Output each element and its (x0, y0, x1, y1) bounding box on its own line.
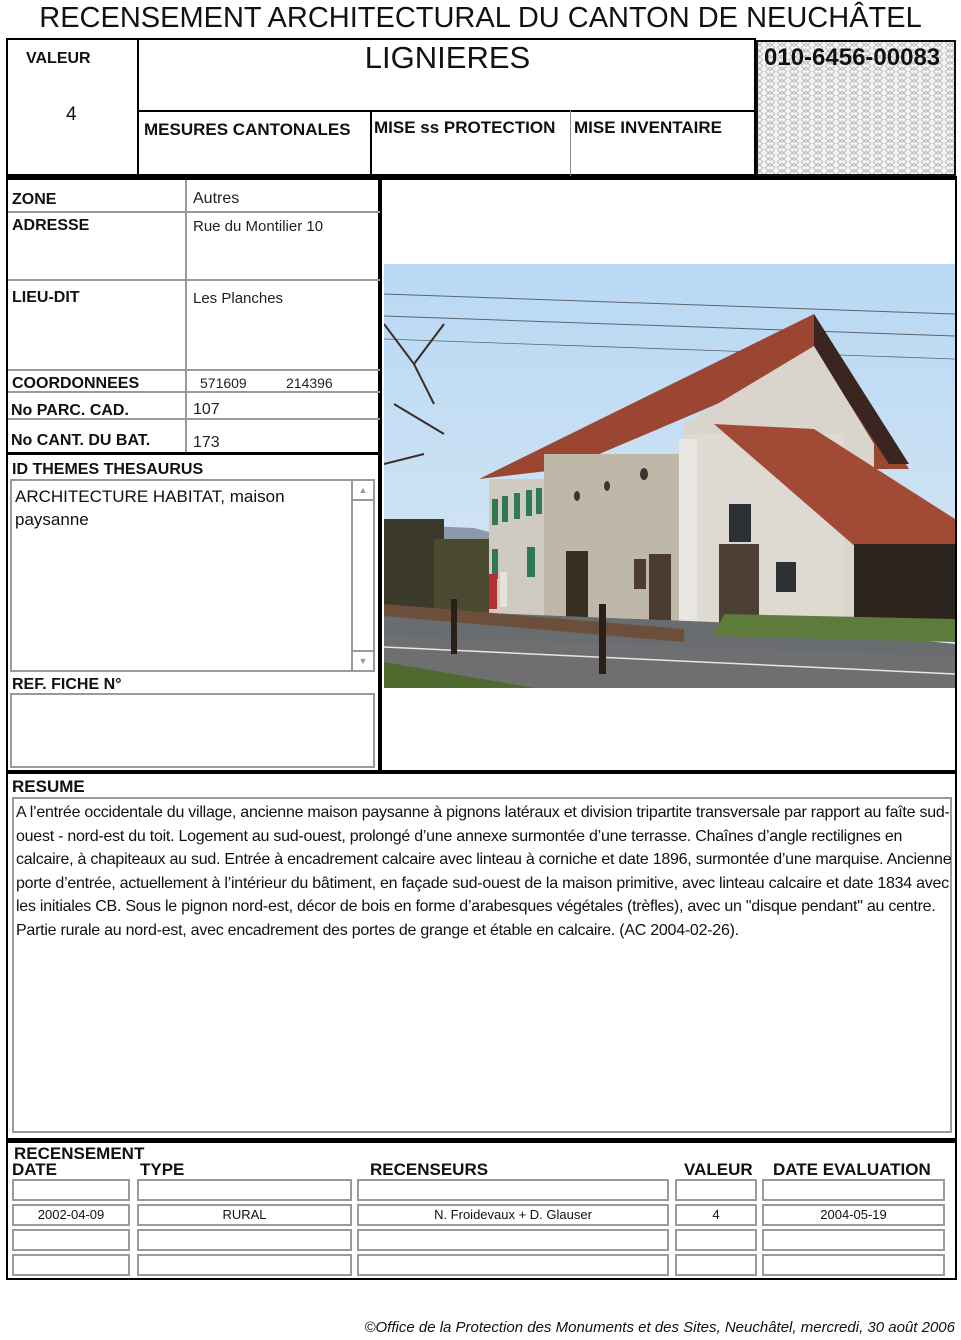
table-cell[interactable] (762, 1229, 945, 1251)
adresse-label: ADRESSE (12, 217, 90, 234)
parc-value[interactable]: 107 (193, 401, 220, 418)
table-cell[interactable] (762, 1179, 945, 1201)
record-code-box (756, 40, 956, 176)
ref-fiche-label: REF. FICHE N° (12, 676, 122, 693)
scroll-down-icon[interactable]: ▼ (353, 650, 373, 670)
cant-value[interactable]: 173 (193, 434, 220, 451)
row-divider (8, 211, 380, 213)
recensement-label: RECENSEMENT (14, 1144, 145, 1163)
lieudit-label: LIEU-DIT (12, 289, 80, 306)
resume-text: A l’entrée occidentale du village, ancienne maison paysanne à pignons latéraux et division tripartite transversale par rapport au faîte sud-ouest - nord-est du toit. Logement au sud-ouest, prolongé d’une annexe surmontée d’une terrasse. Chaînes d’angle rectilignes en calcaire, à chapiteaux au sud. Entrée à encadrement calcaire avec linteau à corniche et date 1896, surmontée d’une marquise. Ancienne porte d’entrée, actuellement à l’intérieur du bâtiment, en façade sud-ouest de la maison primitive, avec linteau calcaire et date 1834 avec les initiales CB. Sous le pignon nord-est, décor de bois en forme d’arabesques végétales (trèfles), avec un "disque pendant" au centre. Partie rurale au nord-est, avec encadrement des portes de grange et étable en calcaire. (AC 2004-02-26). (16, 804, 952, 939)
table-cell-valeur[interactable]: 4 (675, 1204, 757, 1226)
col-header-type: TYPE (140, 1160, 185, 1179)
zone-label: ZONE (12, 191, 57, 208)
valeur-label: VALEUR (26, 50, 91, 67)
table-cell[interactable] (12, 1229, 130, 1251)
table-cell[interactable] (675, 1179, 757, 1201)
header-divider-v1 (370, 110, 372, 176)
zone-value[interactable]: Autres (193, 190, 240, 207)
table-cell[interactable] (12, 1254, 130, 1276)
table-cell[interactable] (357, 1179, 669, 1201)
table-cell[interactable] (357, 1254, 669, 1276)
valeur-value[interactable]: 4 (66, 104, 77, 125)
scroll-up-icon[interactable]: ▲ (353, 481, 373, 501)
record-code: 010-6456-00083 (764, 44, 941, 71)
table-cell[interactable] (137, 1254, 352, 1276)
valeur-cell (6, 38, 139, 176)
table-cell[interactable] (137, 1179, 352, 1201)
col-header-date-evaluation: DATE EVALUATION (773, 1160, 931, 1179)
col-header-recenseurs: RECENSEURS (370, 1160, 489, 1179)
parc-label-clip (8, 393, 184, 418)
resume-textarea[interactable] (12, 797, 952, 1133)
coord-x-value[interactable]: 571609 (200, 375, 247, 391)
footer-copyright: ©Office de la Protection des Monuments et des Sites, Neuchâtel, mercredi, 30 août 2006 (364, 1319, 955, 1336)
commune-name: LIGNIERES (364, 40, 531, 75)
table-cell[interactable] (762, 1254, 945, 1276)
info-section-rule (8, 452, 380, 455)
table-cell-type[interactable]: RURAL (137, 1204, 352, 1226)
table-cell[interactable] (675, 1229, 757, 1251)
col-header-valeur: VALEUR (684, 1160, 753, 1179)
lieudit-value[interactable]: Les Planches (193, 290, 284, 307)
header-divider (139, 110, 756, 112)
parc-label: No PARC. CAD. (11, 402, 129, 418)
ref-fiche-field[interactable] (10, 693, 375, 768)
info-col-divider (185, 180, 187, 454)
row-divider (8, 279, 380, 281)
themes-label: ID THEMES THESAURUS (12, 461, 204, 478)
mesures-cantonales-label: MESURES CANTONALES (144, 120, 351, 139)
cant-label: No CANT. DU BAT. (11, 432, 151, 449)
resume-label: RESUME (12, 777, 85, 796)
inventaire-label: MISE INVENTAIRE (574, 118, 722, 137)
coord-y-value[interactable]: 214396 (286, 375, 333, 391)
building-photo (384, 264, 955, 688)
coord-label-clip (8, 371, 184, 391)
table-cell[interactable] (357, 1229, 669, 1251)
header-divider-v2 (570, 110, 571, 176)
table-cell[interactable] (675, 1254, 757, 1276)
document-title: RECENSEMENT ARCHITECTURAL DU CANTON DE NEUCHÂTEL (39, 2, 922, 34)
table-cell[interactable] (137, 1229, 352, 1251)
protection-label: MISE ss PROTECTION (374, 118, 556, 137)
table-cell[interactable] (12, 1179, 130, 1201)
adresse-value[interactable]: Rue du Montilier 10 (193, 218, 324, 235)
table-cell-date[interactable]: 2002-04-09 (12, 1204, 130, 1226)
table-cell-recenseurs[interactable]: N. Froidevaux + D. Glauser (357, 1204, 669, 1226)
themes-value: ARCHITECTURE HABITAT, maison paysanne (15, 487, 285, 529)
coord-label: COORDONNEES (12, 375, 140, 391)
table-cell-date-evaluation[interactable]: 2004-05-19 (762, 1204, 945, 1226)
col-header-date: DATE (12, 1160, 58, 1179)
themes-textarea[interactable] (10, 479, 375, 672)
themes-scrollbar[interactable] (351, 481, 373, 670)
